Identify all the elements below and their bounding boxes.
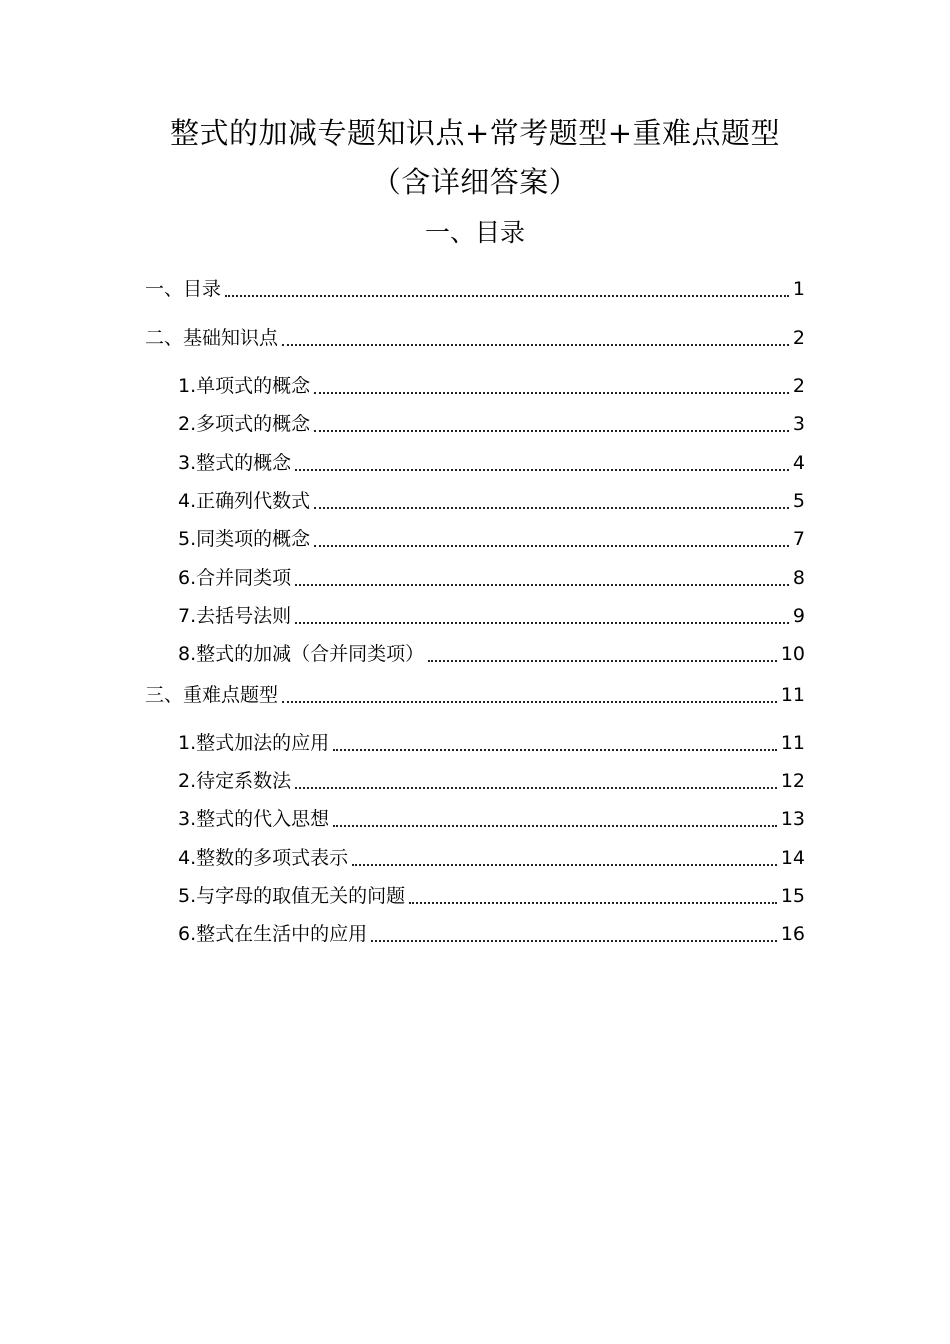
toc-entry-page: 15: [780, 885, 805, 907]
toc-leader-dots: [314, 408, 789, 432]
toc-leader-dots: [295, 600, 789, 624]
toc-entry[interactable]: [178, 638, 805, 666]
toc-entry-page: 13: [780, 808, 805, 830]
toc-entry[interactable]: [178, 408, 805, 436]
toc-entry-page: 7: [792, 528, 805, 550]
toc-entry-page: 12: [780, 770, 805, 792]
toc-entry-label: 4.整数的多项式表示: [178, 847, 349, 869]
document-title: 整式的加减专题知识点+常考题型+重难点题型: [169, 116, 781, 150]
toc-heading: 一、目录: [424, 218, 525, 247]
toc-entry[interactable]: [178, 727, 805, 755]
toc-leader-dots: [295, 447, 789, 471]
toc-entry-page: 11: [780, 732, 805, 754]
toc-entry-label: 6.合并同类项: [178, 567, 292, 589]
toc-entry[interactable]: [178, 880, 805, 908]
toc-leader-dots: [409, 880, 777, 904]
toc-leader-dots: [295, 765, 777, 789]
toc-entry-page: 16: [780, 923, 805, 945]
toc-leader-dots: [314, 523, 789, 547]
toc-leader-dots: [371, 918, 777, 942]
toc-entry-label: 2.多项式的概念: [178, 413, 311, 435]
toc-entry-page: 3: [792, 413, 805, 435]
toc-entry[interactable]: [178, 765, 805, 793]
toc-entry-page: 5: [792, 490, 805, 512]
toc-leader-dots: [333, 727, 777, 751]
toc-entry-label: 3.整式的概念: [178, 452, 292, 474]
toc-leader-dots: [225, 273, 789, 297]
toc-entry-label: 一、目录: [145, 278, 222, 300]
toc-entry-label: 三、重难点题型: [145, 684, 279, 706]
toc-entry-label: 2.待定系数法: [178, 770, 292, 792]
toc-entry-label: 5.同类项的概念: [178, 528, 311, 550]
toc-leader-dots: [282, 322, 789, 346]
toc-entry[interactable]: [145, 679, 805, 707]
toc-entry-label: 1.整式加法的应用: [178, 732, 330, 754]
toc-entry[interactable]: [178, 918, 805, 946]
toc-entry-page: 11: [780, 684, 805, 706]
toc-entry[interactable]: [178, 485, 805, 513]
toc-entry-page: 14: [780, 847, 805, 869]
toc-entry-page: 1: [792, 278, 805, 300]
toc-entry-label: 二、基础知识点: [145, 327, 279, 349]
toc-leader-dots: [282, 679, 777, 703]
toc-entry-label: 6.整式在生活中的应用: [178, 923, 368, 945]
toc-entry-page: 8: [792, 567, 805, 589]
toc-entry-page: 2: [792, 327, 805, 349]
toc-entry[interactable]: [178, 842, 805, 870]
toc-leader-dots: [352, 842, 777, 866]
toc-leader-dots: [314, 370, 789, 394]
toc-entry-label: 3.整式的代入思想: [178, 808, 330, 830]
toc-entry-page: 9: [792, 605, 805, 627]
toc-entry[interactable]: [178, 600, 805, 628]
toc-entry[interactable]: [145, 273, 805, 301]
toc-entry-label: 5.与字母的取值无关的问题: [178, 885, 406, 907]
toc-entry-page: 10: [780, 643, 805, 665]
toc-entry-label: 7.去括号法则: [178, 605, 292, 627]
toc-entry-label: 4.正确列代数式: [178, 490, 311, 512]
toc-entry[interactable]: [178, 523, 805, 551]
toc-entry[interactable]: [178, 562, 805, 590]
toc-leader-dots: [428, 638, 777, 662]
toc-entry-label: 1.单项式的概念: [178, 375, 311, 397]
toc-leader-dots: [314, 485, 789, 509]
toc-entry[interactable]: [178, 803, 805, 831]
toc-entry-label: 8.整式的加减（合并同类项）: [178, 643, 425, 665]
toc-entry[interactable]: [178, 370, 805, 398]
toc-entry-page: 2: [792, 375, 805, 397]
toc-leader-dots: [333, 803, 777, 827]
toc-leader-dots: [295, 562, 789, 586]
toc-entry-page: 4: [792, 452, 805, 474]
toc-entry[interactable]: [178, 447, 805, 475]
document-subtitle: （含详细答案）: [371, 165, 579, 199]
toc-entry[interactable]: [145, 322, 805, 350]
